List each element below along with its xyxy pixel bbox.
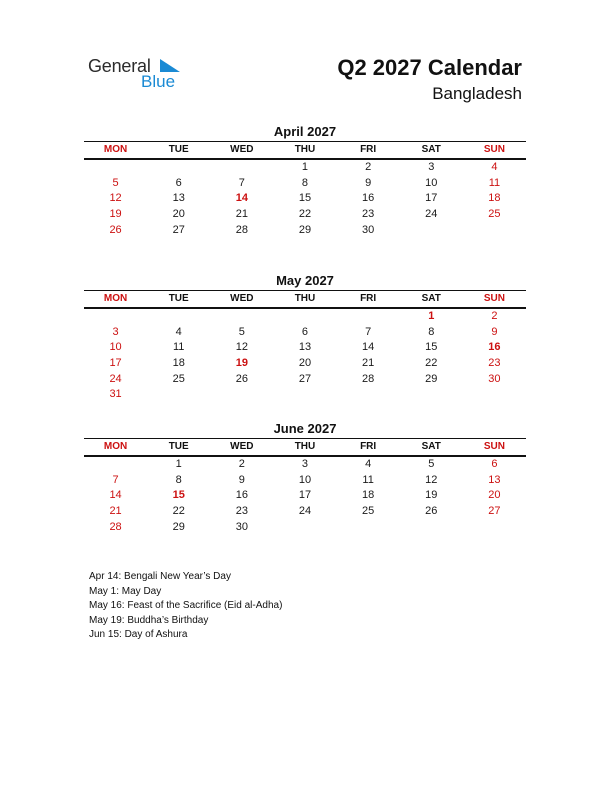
day-cell: 22 — [298, 208, 312, 221]
week-row — [84, 159, 526, 176]
weekday-label: TUE — [168, 144, 189, 155]
weekday-label: SAT — [421, 441, 441, 452]
month-days — [84, 455, 526, 535]
weekday-label: MON — [103, 293, 128, 304]
day-cell: 4 — [175, 325, 182, 338]
empty-day-cell — [147, 160, 210, 176]
empty-day-cell — [400, 387, 463, 403]
empty-day-cell — [400, 223, 463, 239]
month-title: April 2027 — [273, 124, 337, 139]
day-cell: 6 — [175, 176, 182, 189]
day-cell: 9 — [238, 473, 245, 486]
day-cell: 19 — [109, 208, 122, 221]
empty-day-cell — [210, 387, 273, 403]
day-cell: 2 — [238, 458, 245, 470]
day-cell: 25 — [488, 208, 501, 221]
week-row — [84, 176, 526, 192]
day-cell: 5 — [112, 176, 119, 189]
weekday-label: SUN — [483, 293, 505, 304]
empty-day-cell — [463, 223, 526, 239]
day-cell: 4 — [491, 161, 498, 173]
day-cell: 10 — [109, 341, 122, 354]
day-cell: 15 — [172, 489, 185, 502]
day-cell: 13 — [488, 473, 501, 486]
day-cell: 28 — [235, 223, 248, 236]
empty-day-cell — [337, 520, 400, 536]
weekday-label: MON — [103, 441, 128, 452]
day-cell: 15 — [298, 192, 312, 205]
month-title: June 2027 — [273, 421, 337, 436]
weekday-header — [84, 438, 526, 455]
empty-day-cell — [400, 520, 463, 536]
day-cell: 13 — [172, 192, 185, 205]
weekday-label: THU — [294, 293, 316, 304]
logo-word-general: General — [88, 56, 151, 76]
week-row — [84, 223, 526, 239]
day-cell: 22 — [425, 357, 438, 370]
empty-day-cell — [273, 309, 336, 325]
empty-day-cell — [147, 309, 210, 325]
empty-day-cell — [463, 387, 526, 403]
day-cell: 19 — [425, 489, 438, 502]
day-cell: 3 — [112, 325, 119, 338]
day-cell: 7 — [112, 473, 119, 486]
empty-day-cell — [147, 387, 210, 403]
week-row — [84, 356, 526, 372]
holiday-note: Jun 15: Day of Ashura — [89, 629, 188, 641]
empty-day-cell — [84, 309, 147, 325]
logo-word-blue: Blue — [141, 72, 176, 91]
holiday-note: May 1: May Day — [89, 585, 162, 597]
empty-day-cell — [84, 160, 147, 176]
day-cell: 18 — [488, 192, 501, 205]
weekday-label: WED — [230, 144, 254, 155]
weekday-label: TUE — [168, 441, 189, 452]
week-row — [84, 456, 526, 473]
day-cell: 4 — [365, 458, 372, 470]
day-cell: 29 — [425, 372, 438, 385]
empty-day-cell — [463, 520, 526, 536]
day-cell: 8 — [175, 473, 182, 486]
day-cell: 11 — [362, 473, 374, 486]
day-cell: 12 — [109, 192, 122, 205]
week-row — [84, 340, 526, 356]
day-cell: 10 — [298, 473, 312, 486]
month-title: May 2027 — [276, 273, 334, 288]
week-row — [84, 504, 526, 520]
day-cell: 7 — [365, 325, 372, 338]
week-row — [84, 387, 526, 403]
empty-day-cell — [273, 520, 336, 536]
empty-day-cell — [273, 387, 336, 403]
day-cell: 17 — [298, 489, 312, 502]
day-cell: 18 — [362, 489, 375, 502]
day-cell: 11 — [173, 341, 185, 354]
day-cell: 6 — [301, 325, 309, 338]
day-cell: 18 — [172, 357, 185, 370]
day-cell: 20 — [488, 489, 501, 502]
holiday-note: Apr 14: Bengali New Year’s Day — [89, 571, 231, 582]
weekday-header — [84, 290, 526, 307]
day-cell: 27 — [172, 223, 185, 236]
day-cell: 14 — [109, 489, 122, 502]
day-cell: 19 — [235, 357, 248, 370]
day-cell: 23 — [235, 505, 248, 518]
day-cell: 20 — [298, 357, 312, 370]
day-cell: 26 — [235, 372, 248, 385]
day-cell: 22 — [172, 505, 185, 518]
weekday-header — [84, 141, 526, 158]
empty-day-cell — [84, 457, 147, 473]
week-row — [84, 207, 526, 223]
empty-day-cell — [337, 309, 400, 325]
day-cell: 24 — [425, 208, 438, 221]
day-cell: 17 — [425, 192, 438, 205]
day-cell: 21 — [235, 208, 248, 221]
day-cell: 23 — [488, 357, 501, 370]
month-block — [84, 421, 526, 535]
day-cell: 27 — [298, 372, 312, 385]
weekday-label: SAT — [421, 293, 441, 304]
day-cell: 17 — [109, 357, 122, 370]
day-cell: 25 — [172, 372, 185, 385]
day-cell: 12 — [235, 341, 248, 354]
logo-flag-icon — [158, 59, 180, 73]
day-cell: 16 — [488, 341, 501, 354]
day-cell: 21 — [109, 505, 122, 518]
day-cell: 23 — [362, 208, 375, 221]
day-cell: 3 — [428, 161, 435, 173]
week-row — [84, 308, 526, 325]
empty-day-cell — [210, 160, 273, 176]
weekday-label: THU — [294, 144, 316, 155]
month-days — [84, 307, 526, 403]
day-cell: 29 — [298, 223, 312, 236]
country-subtitle: Bangladesh — [432, 84, 522, 103]
day-cell: 14 — [362, 341, 375, 354]
day-cell: 1 — [428, 310, 435, 322]
day-cell: 5 — [428, 458, 435, 470]
day-cell: 16 — [235, 489, 248, 502]
day-cell: 9 — [491, 325, 498, 338]
day-cell: 10 — [425, 176, 438, 189]
day-cell: 16 — [362, 192, 375, 205]
day-cell: 25 — [362, 505, 375, 518]
weekday-label: WED — [230, 293, 254, 304]
day-cell: 30 — [362, 223, 375, 236]
day-cell: 28 — [109, 520, 122, 533]
week-row — [84, 520, 526, 536]
day-cell: 2 — [491, 310, 498, 322]
weekday-label: FRI — [360, 441, 377, 452]
weekday-label: TUE — [168, 293, 189, 304]
month-block — [84, 273, 526, 403]
day-cell: 31 — [109, 388, 122, 401]
week-row — [84, 473, 526, 489]
day-cell: 30 — [235, 520, 248, 533]
weekday-label: THU — [294, 441, 316, 452]
day-cell: 28 — [362, 372, 375, 385]
day-cell: 7 — [238, 176, 245, 189]
empty-day-cell — [337, 387, 400, 403]
holiday-note: May 19: Buddha’s Birthday — [89, 614, 209, 626]
week-row — [84, 191, 526, 207]
weekday-label: WED — [230, 441, 254, 452]
weekday-label: FRI — [360, 144, 377, 155]
day-cell: 3 — [301, 458, 309, 470]
weekday-label: SAT — [421, 144, 441, 155]
day-cell: 14 — [235, 192, 248, 205]
day-cell: 1 — [301, 161, 309, 173]
day-cell: 11 — [488, 176, 501, 189]
day-cell: 30 — [488, 372, 501, 385]
day-cell: 26 — [109, 223, 122, 236]
day-cell: 8 — [301, 176, 309, 189]
day-cell: 27 — [488, 505, 501, 518]
day-cell: 24 — [109, 372, 122, 385]
weekday-label: SUN — [483, 441, 505, 452]
day-cell: 20 — [172, 208, 185, 221]
week-row — [84, 488, 526, 504]
weekday-label: MON — [103, 144, 128, 155]
month-block — [84, 124, 526, 238]
weekday-label: SUN — [483, 144, 505, 155]
day-cell: 2 — [365, 161, 372, 173]
week-row — [84, 372, 526, 388]
month-days — [84, 158, 526, 238]
day-cell: 5 — [238, 325, 245, 338]
day-cell: 29 — [172, 520, 185, 533]
weekday-label: FRI — [360, 293, 377, 304]
page-title: Q2 2027 Calendar — [337, 55, 522, 80]
day-cell: 13 — [298, 341, 312, 354]
day-cell: 15 — [425, 341, 438, 354]
week-row — [84, 325, 526, 341]
day-cell: 8 — [428, 325, 435, 338]
day-cell: 12 — [425, 473, 438, 486]
day-cell: 26 — [425, 505, 438, 518]
day-cell: 24 — [298, 505, 312, 518]
holiday-note: May 16: Feast of the Sacrifice (Eid al-Adha) — [89, 600, 283, 612]
day-cell: 21 — [362, 357, 375, 370]
generalblue-logo — [88, 56, 198, 96]
holiday-notes — [89, 570, 282, 643]
day-cell: 6 — [491, 458, 498, 470]
empty-day-cell — [210, 309, 273, 325]
day-cell: 1 — [175, 458, 182, 470]
day-cell: 9 — [365, 176, 372, 189]
